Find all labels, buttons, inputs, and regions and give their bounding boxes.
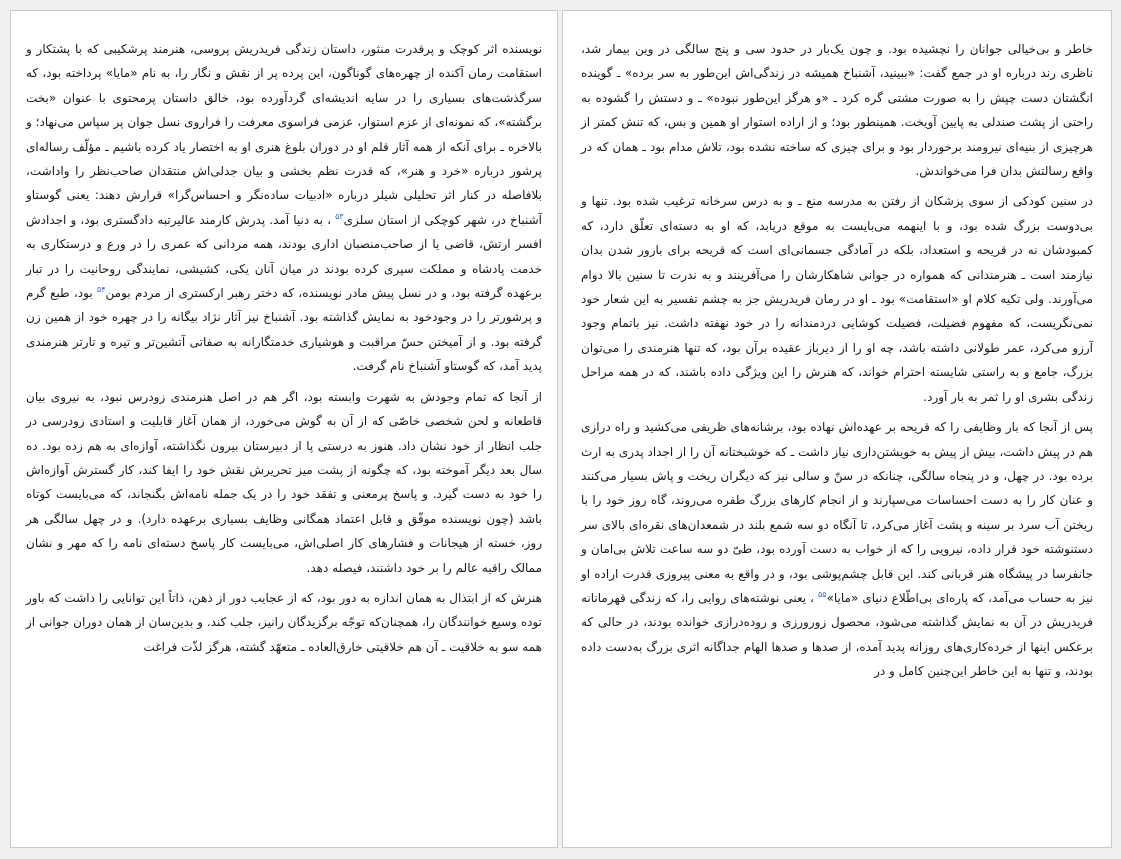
paragraph: هنرش که از ابتذال به همان اندازه به دور بود، که از عجایب دور از ذهن، ذاتاً این توانایی را داشت که باور توده وسیع خوانندگان را، همچنان‌که توجّه برگزیدگان رانیز، جلب کند. و بدین‌سان از همان دوران جوانی از همه سو به خلاقیت ـ آن هم خلاقیتی خارق‌العاده ـ متعهّد گشته، هرگز لذّت فراغت (26, 590, 542, 654)
footnote-marker[interactable]: ۵۳ (335, 211, 344, 221)
paragraph: در سنین کودکی از سوی پزشکان از رفتن به مدرسه منع ـ و به درس سرخانه ترغیب شده بود. تنها و بی‌دوست بزرگ شده بود، و با اینهمه می‌بایست به موقع دریابد، که او به دسته‌ای تعلّق دارد، که کمبودشان نه در قریحه و استعداد، بلکه در آمادگی جسمانی‌ای است که قریحه برای بارور شدن بدان نیازمند است ـ هنرمندانی که همواره در جوانی شاهکارشان را می‌آفرینند و به ندرت تا سنین بالا دوام می‌آورند. ولی تکیه کلام او «استقامت» بود ـ او در رمان فریدریش جز به چشم تفسیر به این شعار خود نمی‌نگریست، که مفهوم فضیلت، فضیلت کوشایی دردمندانه را در خود نهفته داشت. نیز باتمام وجود آرزو می‌کرد، عمر طولانی داشته باشد، چه او را از دیرباز عقیده برآن بود، که تنها هنرمندی را می‌توان بزرگ، جامع و به راستی شایسته احترام خواند، که هنرش را این ویژگی داده باشند، که در همه مراحل زندگی بشری او را ثمر به بار آورد. (581, 194, 1093, 404)
page-right (562, 10, 1112, 848)
paragraph: پس از آنجا که بار وظایفی را که قریحه بر عهده‌اش نهاده بود، برشانه‌های ظریفی می‌کشید و راه درازی هم در پیش داشت، بیش از پیش به خویشتن‌داری نیاز داشت ـ که خوشبختانه آن را از اجداد پدری به ارث برده بود. در چهل، و در پنجاه سالگی، چنانکه در سنّ و سالی نیز که دیگران ریخت و پاش بسیار می‌کنند و عنان کار را به دست احساسات می‌سپارند و از انجام کارهای بزرگ طفره می‌روند، گاه روز خود را با ریختن آب سرد بر سینه و پشت آغاز می‌کرد، تا آنگاه دو سه شمع بلند در شمعدان‌های نقره‌ای بالای سر دستنوشته خود قرار داده، نیرویی را که از خواب به دست آورده بود، طیّ دو سه ساعت تلاش بی‌امان و جانفرسا در پیشگاه هنر قربانی کند. این قابل چشم‌پوشی بود، و در واقع به معنی پیروزی قدرت اراده او نیز به حساب می‌آمد، که پاره‌ای بی‌اطّلاع دنیای «مایا»$^{۵۵}$ ، یعنی نوشته‌های روایی را، که زندگی قهرمانانه فریدریش در آن به نمایش گذاشته می‌شود، محصول زورورزی و روده‌درازی خوانده بودند، در حالی که برعکس اینها از خرده‌کاری‌های روزانه پدید آمده، از صدها و صدها الهام جداگانه اثری بزرگ به‌دست داده بودند، و تنها به این خاطر این‌چنین کامل و در (581, 420, 1093, 679)
page-text (26, 37, 542, 665)
paragraph: خاطر و بی‌خیالی جوانان را نچشیده بود. و چون یک‌بار در حدود سی و پنج سالگی در وین بیمار شد، ناظری رند درباره او در جمع گفت: «ببینید، آشنباخ همیشه در زندگی‌اش این‌طور به سر برده» ـ گوینده انگشتان دست چپش را به صورت مشتی گره کرد ـ «و هرگز این‌طور نبوده» ـ و دستش را گشوده به راحتی از پشت صندلی به پایین آویخت. همینطور بود؛ و از اراده استوار او همین و بس، که تنش کمتر از هرچیزی از بنیه‌ای نیرومند برخوردار بود و برای چیزی که ساخته نشده بود، تلاش مدام بود ـ همان که در واقع رسالتش بدان فرا می‌خواندش. (581, 42, 1093, 179)
paragraph: نویسنده اثر کوچک و پرقدرت منثور، داستان زندگی فریدریش پروسی، هنرمند پرشکیبی که با پشتکار و استقامت رمان آکنده از چهره‌های گوناگون، این پرده پر از نقش و نگار را، به نام «مایا» پرداخته بود، که سرگذشت‌های بسیاری را در سایه اندیشه‌ای گردآورده بود، خالق داستان پرمحتوی با عنوان «بخت برگشته»، که نمونه‌ای از عزم استوار، عزمی فراسوی معرفت را فراروی نسل جوان پر سپاس می‌نهاد؛ و بالاخره ـ برای آنکه از همه آثار قلم او در دوران بلوغ هنری او به اختصار یاد کرده باشیم ـ مؤلّف رساله‌ای پرشور درباره «خرد و هنر»، که قدرت نظم بخشی و بیان جدلی‌اش منتقدان صاحب‌نظر را واداشت، بلافاصله در کنار اثر تحلیلی شیلر درباره «ادبیات ساده‌نگر و احساس‌گرا» قرارش دهند: یعنی گوستاو آشنباخ در، شهر کوچکی از استان سلزی$^{۵۳}$ ، به دنیا آمد. پدرش کارمند عالیرتبه دادگستری بود، و اجدادش افسر ارتش، قاضی یا از صاحب‌منصبان اداری بودند، همه مردانی که عمری را در ورع و درستکاری به خدمت پادشاه و مملکت سپری کرده بودند در میان آنان یکی، کشیشی، نمایندگی روحانیت را در تبار برعهده گرفته بود، و در نسل پیش مادر نویسنده، که دختر رهبر ارکستری از مردم بومن$^{۵۴}$ بود، طبع گرم و پرشورتر را در وجودخود به نمایش گذاشته بود. آشنباخ نیز آثار نژاد بیگانه را در چهره خود از همین زن گرفته بود. و از آمیختن حسّ مراقبت و هوشیاری خدمتگارانه به صفاتی آتشین‌تر و تیره و تارتر هنرمندی پدید آمد، که گوستاو آشنباخ نام گرفت. (26, 42, 542, 374)
page-text (581, 37, 1093, 690)
page-left (10, 10, 558, 848)
paragraph: از آنجا که تمام وجودش به شهرت وابسته بود، اگر هم در اصل هنرمندی زودرس نبود، به نیروی بیان قاطعانه و لحن شخصی خاصّی که از آن به گوش می‌خورد، از همان آغاز قابلیت و استادی زودرسی در جلب انظار از خود نشان داد. هنوز به درستی پا از دبیرستان بیرون نگذاشته، آوازه‌ای به هم زده بود. ده سال بعد دیگر آموخته بود، که چگونه از پشت میز تحریرش نقش خود را ایفا کند، کار گسترش آوازه‌اش را خود به دست گیرد. و پاسخ پرمعنی و تفقد خود را در یک جمله نامه‌اش بگنجاند، که می‌بایست کوتاه باشد (چون نویسنده موفّق و قابل اعتماد همگانی وظایف بسیاری برعهده دارد). و در چهل سالگی هر روز، خسته از هیجانات و فشارهای کار اصلی‌اش، می‌بایست کار پاسخ دسته‌ای نامه را که مهر و نشان ممالک راقیه عالم را بر خود داشتند، فیصله دهد. (26, 389, 542, 575)
footnote-marker[interactable]: ۵۵ (817, 589, 827, 599)
footnote-marker[interactable]: ۵۴ (96, 285, 106, 295)
